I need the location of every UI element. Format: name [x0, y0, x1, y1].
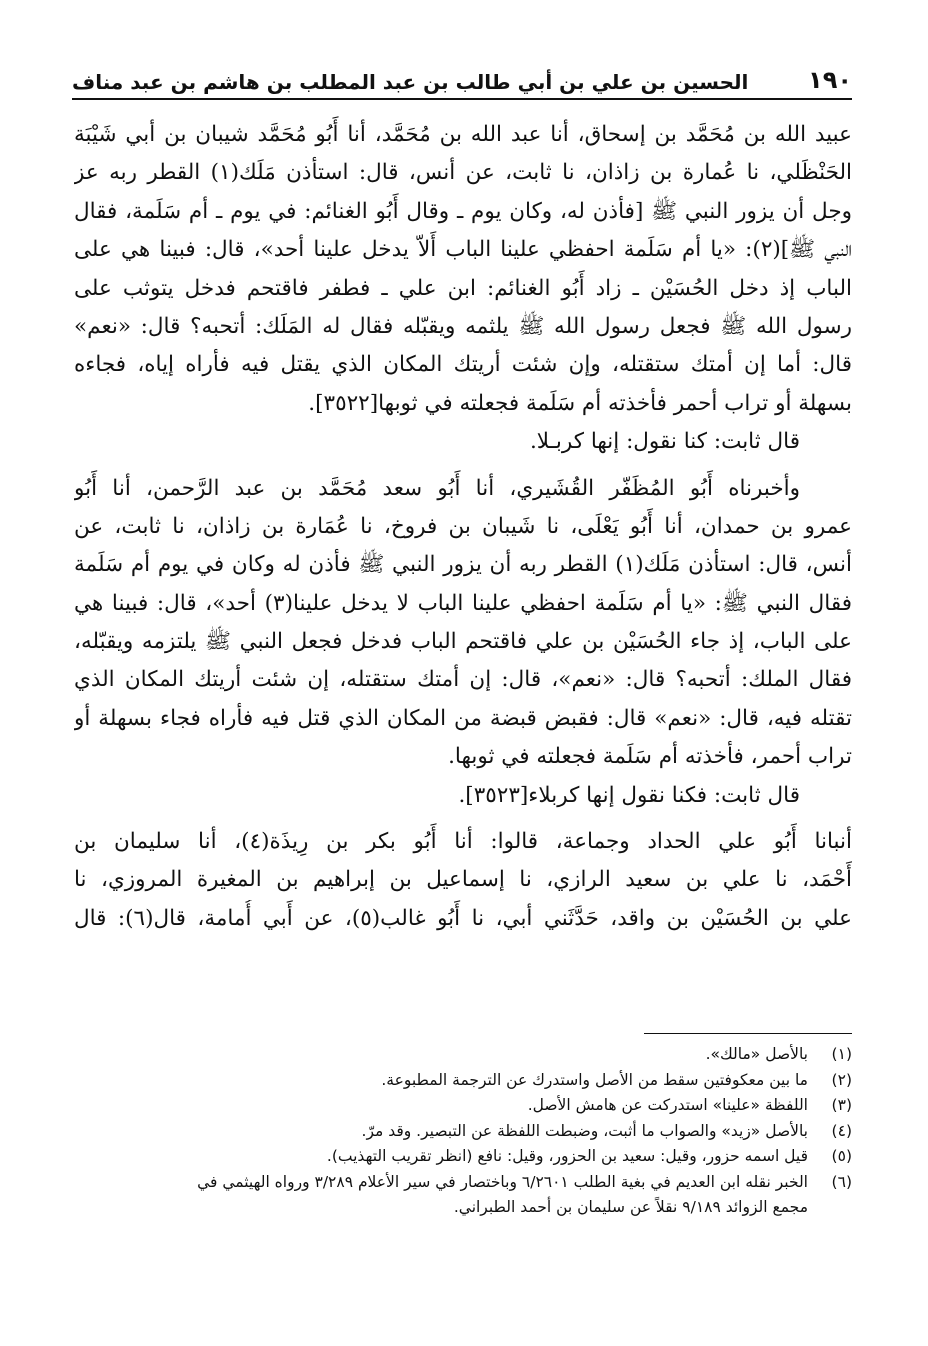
body-text — [74, 116, 852, 938]
body-line: تقتله فيه، قال: «نعم» قال: فقبض قبضة من المكان الذي قتل فيه فأراه فجاء بسهلة أو — [74, 705, 852, 731]
footnote-number: (٦) — [831, 1172, 852, 1191]
body-line: وأخبرناه أَبُو المُظَفّر القُشَيري، أنا أَبُو سعد مُحَمَّد بن عبد الرَّحمن، أنا أَبُو — [74, 475, 800, 501]
footnote-text: قيل اسمه حزور، وقيل: سعيد بن الحزور، وقيل: نافع (انظر تقريب التهذيب). — [326, 1147, 808, 1165]
footnote-text: بالأصل «مالك». — [705, 1045, 808, 1063]
footnote-number: (٣) — [831, 1096, 852, 1114]
body-line: قال ثابت: كنا نقول: إنها كربـلا. — [529, 429, 800, 455]
body-line: أنبانا أَبُو علي الحداد وجماعة، قالوا: أنا أَبُو بكر بن رِيذَة(٤)، أنا سليمان بن — [74, 829, 852, 855]
body-line: وجل أن يزور النبي ﷺ [فأذن له، وكان يوم ـ وقال أَبُو الغنائم: في يوم ـ أم سَلَمة، فقال — [74, 198, 852, 224]
body-line: فقال الملك: أتحبه؟ قال: «نعم»، قال: إن أمتك ستقتله، إن شئت أريتك المكان الذي — [74, 667, 852, 693]
body-line: عمرو بن حمدان، أنا أَبُو يَعْلَى، نا شَيبان بن فروخ، نا عُمَارة بن زاذان، نا ثابت، عن — [74, 513, 852, 539]
body-line: الحَنْظَلي، نا عُمارة بن زاذان، نا ثابت، عن أنس، قال: استأذن مَلَك(١) القطر ربه عز — [74, 160, 852, 186]
body-line: النبي ﷺ](٢): «يا أم سَلَمة احفظي علينا الباب أَلاّ يدخل علينا أحد»، قال: فبينا هي على — [74, 237, 852, 263]
footnotes — [74, 1042, 852, 1221]
body-line: علي بن الحُسَيْن بن واقد، حَدَّثَني أبي، نا أَبُو غالب(٥)، عن أَبي أُمامة، قال(٦): قال — [74, 905, 852, 931]
footnote — [74, 1068, 852, 1094]
body-line: الباب إذ دخل الحُسَيْن ـ زاد أَبُو الغنائم: ابن علي ـ فطفر فاقتحم فدخل يتوثب على — [74, 275, 852, 301]
footnote — [74, 1042, 852, 1068]
body-line: قال ثابت: فكنا نقول إنها كربلاء[٣٥٢٣]. — [458, 782, 800, 808]
body-line: بسهلة أو تراب أحمر فأخذته أم سَلَمة فجعلته في ثوبها[٣٥٢٢]. — [308, 390, 852, 416]
footnote — [74, 1170, 852, 1221]
body-line: أنس، قال: استأذن مَلَك(١) القطر ربه أن يزور النبي ﷺ فأذن له وكان في يوم أم سَلَمة — [74, 552, 852, 578]
body-line: على الباب، إذ جاء الحُسَيْن بن علي فاقتحم الباب فدخل فجعل النبي ﷺ يلتزمه ويقبّله، — [74, 629, 852, 655]
body-line: فقال النبي ﷺ: «يا أم سَلَمة احفظي علينا الباب لا يدخل علينا(٣) أحد»، قال: فبينا هي — [74, 590, 852, 616]
page-header — [72, 58, 852, 100]
footnote — [74, 1119, 852, 1145]
body-line: تراب أحمر، فأخذته أم سَلَمة فجعلته في ثوبها. — [448, 744, 852, 770]
page-number: ١٩٠ — [808, 66, 852, 94]
footnote-text: بالأصل «زيد» والصواب ما أثبت، وضبطت اللفظة عن التبصير. وقد مرّ. — [361, 1121, 808, 1140]
footnote-divider — [644, 1033, 852, 1034]
body-line: رسول الله ﷺ فجعل رسول الله ﷺ يلثمه ويقبّله فقال له المَلَك: أتحبه؟ قال: «نعم» — [74, 313, 852, 339]
footnote-number: (١) — [831, 1045, 852, 1063]
footnote — [74, 1144, 852, 1170]
running-title: الحسين بن علي بن أبي طالب بن عبد المطلب بن هاشم بن عبد مناف — [72, 70, 749, 94]
footnote-text: الخبر نقله ابن العديم في بغية الطلب ٦/٢٦٠١ وباختصار في سير الأعلام ٣/٢٨٩ ورواه الهيثمي في — [197, 1172, 808, 1191]
footnote-text: ما بين معكوفتين سقط من الأصل واستدرك عن الترجمة المطبوعة. — [381, 1070, 808, 1089]
footnote — [74, 1093, 852, 1119]
footnote-number: (٤) — [831, 1121, 852, 1140]
body-line: أَحْمَد، نا علي بن سعيد الرازي، نا إسماعيل بن إبراهيم بن المغيرة المروزي، نا — [74, 867, 852, 893]
footnote-number: (٥) — [831, 1147, 852, 1165]
footnote-text: اللفظة «علينا» استدركت عن هامش الأصل. — [527, 1096, 808, 1114]
body-line: قال: أما إن أمتك ستقتله، وإن شئت أريتك المكان الذي يقتل فيه فأراه إياه، فجاءه — [74, 352, 852, 378]
footnote-number: (٢) — [831, 1070, 852, 1089]
footnote-text: مجمع الزوائد ٩/١٨٩ نقلاً عن سليمان بن أحمد الطبراني. — [453, 1198, 808, 1216]
body-line: عبيد الله بن مُحَمَّد بن إسحاق، أنا عبد الله بن مُحَمَّد، أنا أَبُو مُحَمَّد شيبان بن أبي شَيْبَة — [74, 122, 852, 147]
